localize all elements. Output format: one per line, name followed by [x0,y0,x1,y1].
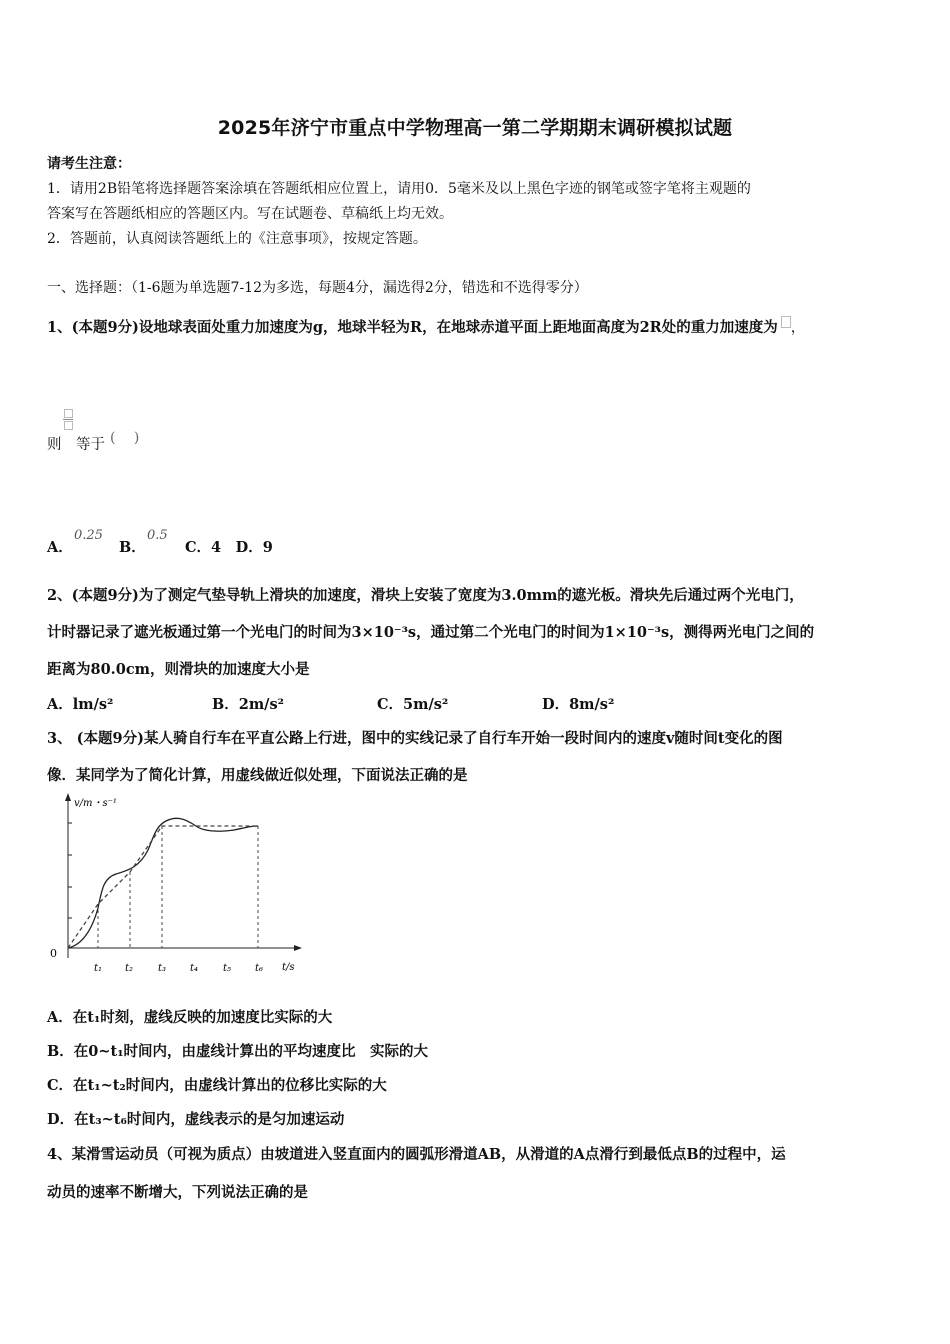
tick-t2: t₂ [125,963,134,974]
notice-line-2: 2．答题前，认真阅读答题纸上的《注意事项》，按规定答题。 [47,231,427,247]
q4-line-2: 动员的速率不断增大，下列说法正确的是 [47,1184,308,1201]
q1-option-b-label: B． [119,539,146,556]
q1-option-a-label: A． [47,539,73,556]
x-axis-label: t/s [282,962,295,973]
approx-curve [68,826,258,948]
q3-option-a: A．在t₁时刻，虚线反映的加速度比实际的大 [47,1009,333,1026]
q2-line-3: 距离为80.0cm，则滑块的加速度大小是 [47,661,310,678]
q2-option-d: D．8m/s² [542,696,615,713]
velocity-time-graph [44,790,309,980]
q3-option-b: B．在0~t₁时间内，由虚线计算出的平均速度比 实际的大 [47,1043,429,1060]
notice-heading: 请考生注意： [47,156,131,172]
q1-option-cd: C．4 D．9 [185,539,273,556]
q1-option-a-value: 0.25 [74,528,103,543]
fraction-placeholder-icon [63,409,73,430]
x-axis-arrow-icon [294,945,302,951]
section-heading: 一、选择题：（1-6题为单选题7-12为多选，每题4分，漏选得2分，错选和不选得零分） [47,280,588,296]
tick-t6: t₆ [255,963,264,974]
q2-line-1: 2、(本题9分)为了测定气垫导轨上滑块的加速度，滑块上安装了宽度为3.0mm的遮光板。滑块先后通过两个光电门， [47,587,804,604]
q1-then: 则 [47,437,62,453]
q2-line-2: 计时器记录了遮光板通过第一个光电门的时间为3×10⁻³s，通过第二个光电门的时间为1×10⁻³s，测得两光电门之间的 [47,624,815,641]
origin-label: 0 [50,947,57,960]
tick-t3: t₃ [158,963,167,974]
formula-placeholder-icon [781,316,791,328]
tick-t1: t₁ [94,963,103,974]
y-axis-label: v/m・s⁻¹ [74,798,117,809]
tick-t5: t₅ [223,963,232,974]
notice-line-1: 1．请用2B铅笔将选择题答案涂填在答题纸相应位置上，请用0．5毫米及以上黑色字迹的钢笔或签字笔将主观题的 [47,181,751,197]
q4-line-1: 4、某滑雪运动员（可视为质点）由坡道进入竖直面内的圆弧形滑道AB，从滑道的A点滑行到最低点B的过程中，运 [47,1146,786,1163]
q3-option-c: C．在t₁~t₂时间内，由虚线计算出的位移比实际的大 [47,1077,387,1094]
tick-t4: t₄ [190,963,199,974]
page-title: 2025年济宁市重点中学物理高一第二学期期末调研模拟试题 [217,117,733,139]
q1-option-b-value: 0.5 [147,528,168,543]
actual-curve [68,818,258,948]
q1-stem-text: 1、(本题9分)设地球表面处重力加速度为g，地球半轻为R，在地球赤道平面上距地面高度为2R处的重力加速度为 [47,319,778,336]
q3-option-d: D．在t₃~t₆时间内，虚线表示的是匀加速运动 [47,1111,345,1128]
q1-paren: ( ) [110,430,140,446]
q2-option-b: B．2m/s² [212,696,284,713]
q2-option-c: C．5m/s² [377,696,449,713]
y-axis-arrow-icon [65,793,71,801]
q1-tail: ， [790,320,806,336]
q1-equals: 等于 [76,437,105,453]
notice-line-1b: 答案写在答题纸相应的答题区内。写在试题卷、草稿纸上均无效。 [47,206,453,222]
q3-line-2: 像．某同学为了简化计算，用虚线做近似处理，下面说法正确的是 [47,767,468,784]
q1-stem [47,316,805,337]
q2-option-a: A．lm/s² [47,696,114,713]
q3-line-1: 3、 (本题9分)某人骑自行车在平直公路上行进，图中的实线记录了自行车开始一段时间内的速度v随时间t变化的图 [47,730,783,747]
